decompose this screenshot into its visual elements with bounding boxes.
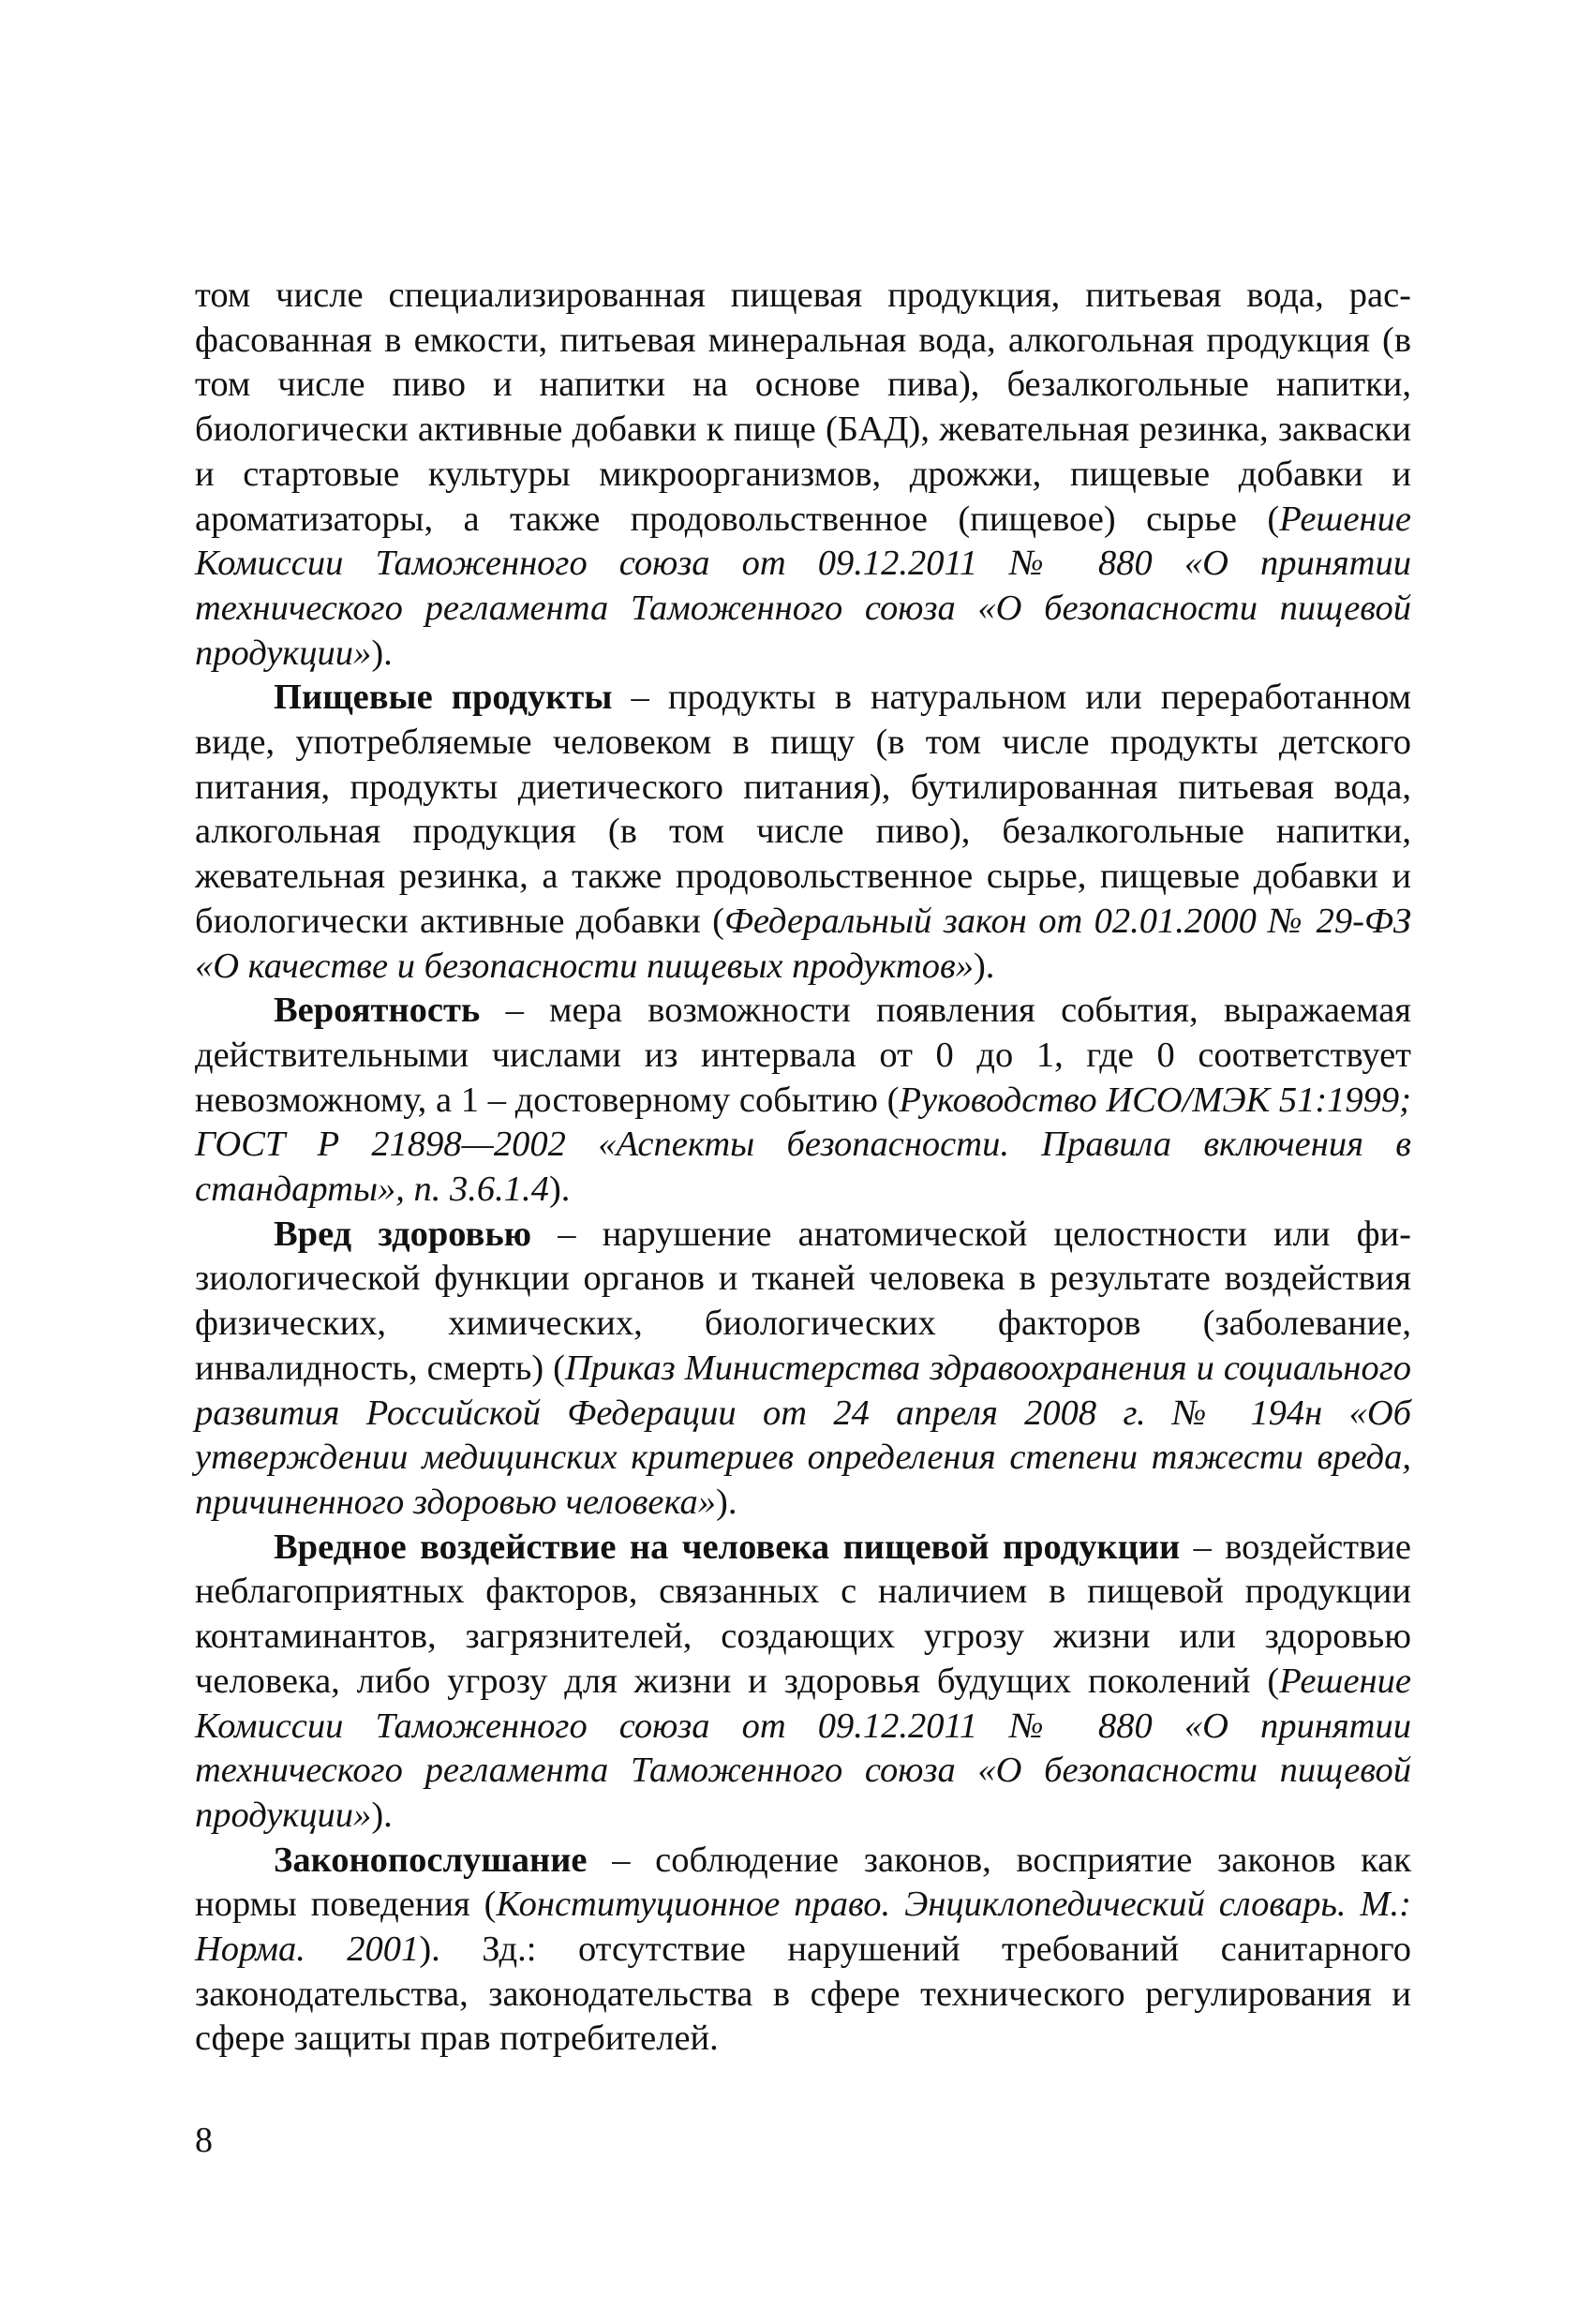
source-citation: Решение Комиссии Таможенного союза от 09.12.2011 № 880 «О принятии технического регламента Таможенного союза «О безопасности пищевой продукции» — [195, 1661, 1411, 1835]
definition-term: Вред здоровью — [274, 1214, 532, 1254]
source-citation: Приказ Министерства здравоохранения и социального развития Российской Федерации от 24 апреля 2008 г. № 194н «Об утверждении медицинских критериев определения степени тяжести вреда, причиненного здоровью человека» — [195, 1348, 1411, 1522]
body-text — [195, 274, 1411, 2062]
definition-dash: – — [531, 1214, 603, 1254]
definition-tail: ). Зд.: отсутствие нарушений требований санитарного законодательства, законодательства в сфере технического регулирования и сфере защиты прав потребителей. — [195, 1929, 1411, 2059]
definition-tail: ). — [548, 1169, 571, 1210]
definition-dash: – — [587, 1840, 656, 1880]
definition-term: Законопослушание — [274, 1840, 588, 1880]
source-citation: Руководство ИСО/МЭК 51:1999; ГОСТ Р 21898—2002 «Аспекты безопасности. Правила включения в стандарты», п. 3.6.1.4 — [195, 1080, 1412, 1210]
definition-dash: – — [612, 678, 668, 718]
definition-text: воздействие неблагоприятных факторов, связанных с наличием в пищевой продукции контаминантов, загрязнителей, создающих угрозу жизни или здоровью человека, либо угрозу для жизни и здоровья будущих поколений ( — [195, 1527, 1411, 1701]
source-citation: Решение Комиссии Таможенного союза от 09.12.2011 № 880 «О принятии технического регламента Таможенного союза «О безопасности пищевой продукции» — [195, 499, 1411, 673]
page-number: 8 — [195, 2121, 213, 2160]
definition-health-harm — [195, 1213, 1411, 1526]
definition-probability — [195, 989, 1411, 1213]
definition-text: продукты в натуральном или переработанном виде, употребляемые человеком в пищу (в том числе продукты детского питания, продукты диетического питания), бутилированная питьевая вода, алкогольная продукция (в том числе пиво), безалкогольные напитки, жевательная резинка, а также продовольственное сырье, пищевые добавки и биологически активные добавки ( — [195, 678, 1412, 941]
definition-term: Вероятность — [274, 991, 481, 1031]
definition-law-abidance — [195, 1839, 1411, 2063]
definition-tail: ). — [371, 1795, 393, 1835]
definition-text: мера возможности появления события, выражаемая действительными числами из интервала от 0 до 1, где 0 соответствует невозможному, а 1 – достоверному событию ( — [195, 991, 1412, 1120]
definition-term: Пищевые продукты — [274, 678, 613, 718]
paragraph-text: том числе специализированная пищевая продукция, питьевая вода, расфасованная в емкости, питьевая минеральная вода, алкогольная продукция (в том числе пиво и напитки на основе пива), безалкогольные напитки, биологически активные добавки к пище (БАД), жевательная резинка, закваски и стартовые культуры микроорганизмов, дрожжи, пищевые добавки и ароматизаторы, а также продовольственное (пищевое) сырье ( — [195, 276, 1411, 539]
definition-dash: – — [480, 991, 550, 1031]
paragraph-continuation — [195, 274, 1411, 676]
definition-text: соблюдение законов, восприятие законов как нормы поведения ( — [195, 1840, 1411, 1925]
definition-food-products — [195, 676, 1411, 989]
definition-tail: ). — [973, 946, 995, 986]
definition-dash: – — [1180, 1527, 1226, 1567]
definition-text: нарушение анатомической целостности или физиологической функции органов и тканей человека в результате воздействия физических, химических, биологических факторов (заболевание, инвалидность, смерть) ( — [195, 1214, 1411, 1388]
definition-term: Вредное воздействие на человека пищевой продукции — [274, 1527, 1181, 1567]
definition-harmful-effect — [195, 1526, 1411, 1839]
source-citation: Конституционное право. Энциклопедический словарь. М.: Норма. 2001 — [195, 1885, 1411, 1970]
paragraph-tail: ). — [371, 633, 393, 673]
definition-tail: ). — [716, 1482, 737, 1522]
source-citation: Федеральный закон от 02.01.2000 № 29-ФЗ «О качестве и безопасности пищевых продуктов» — [195, 901, 1411, 986]
